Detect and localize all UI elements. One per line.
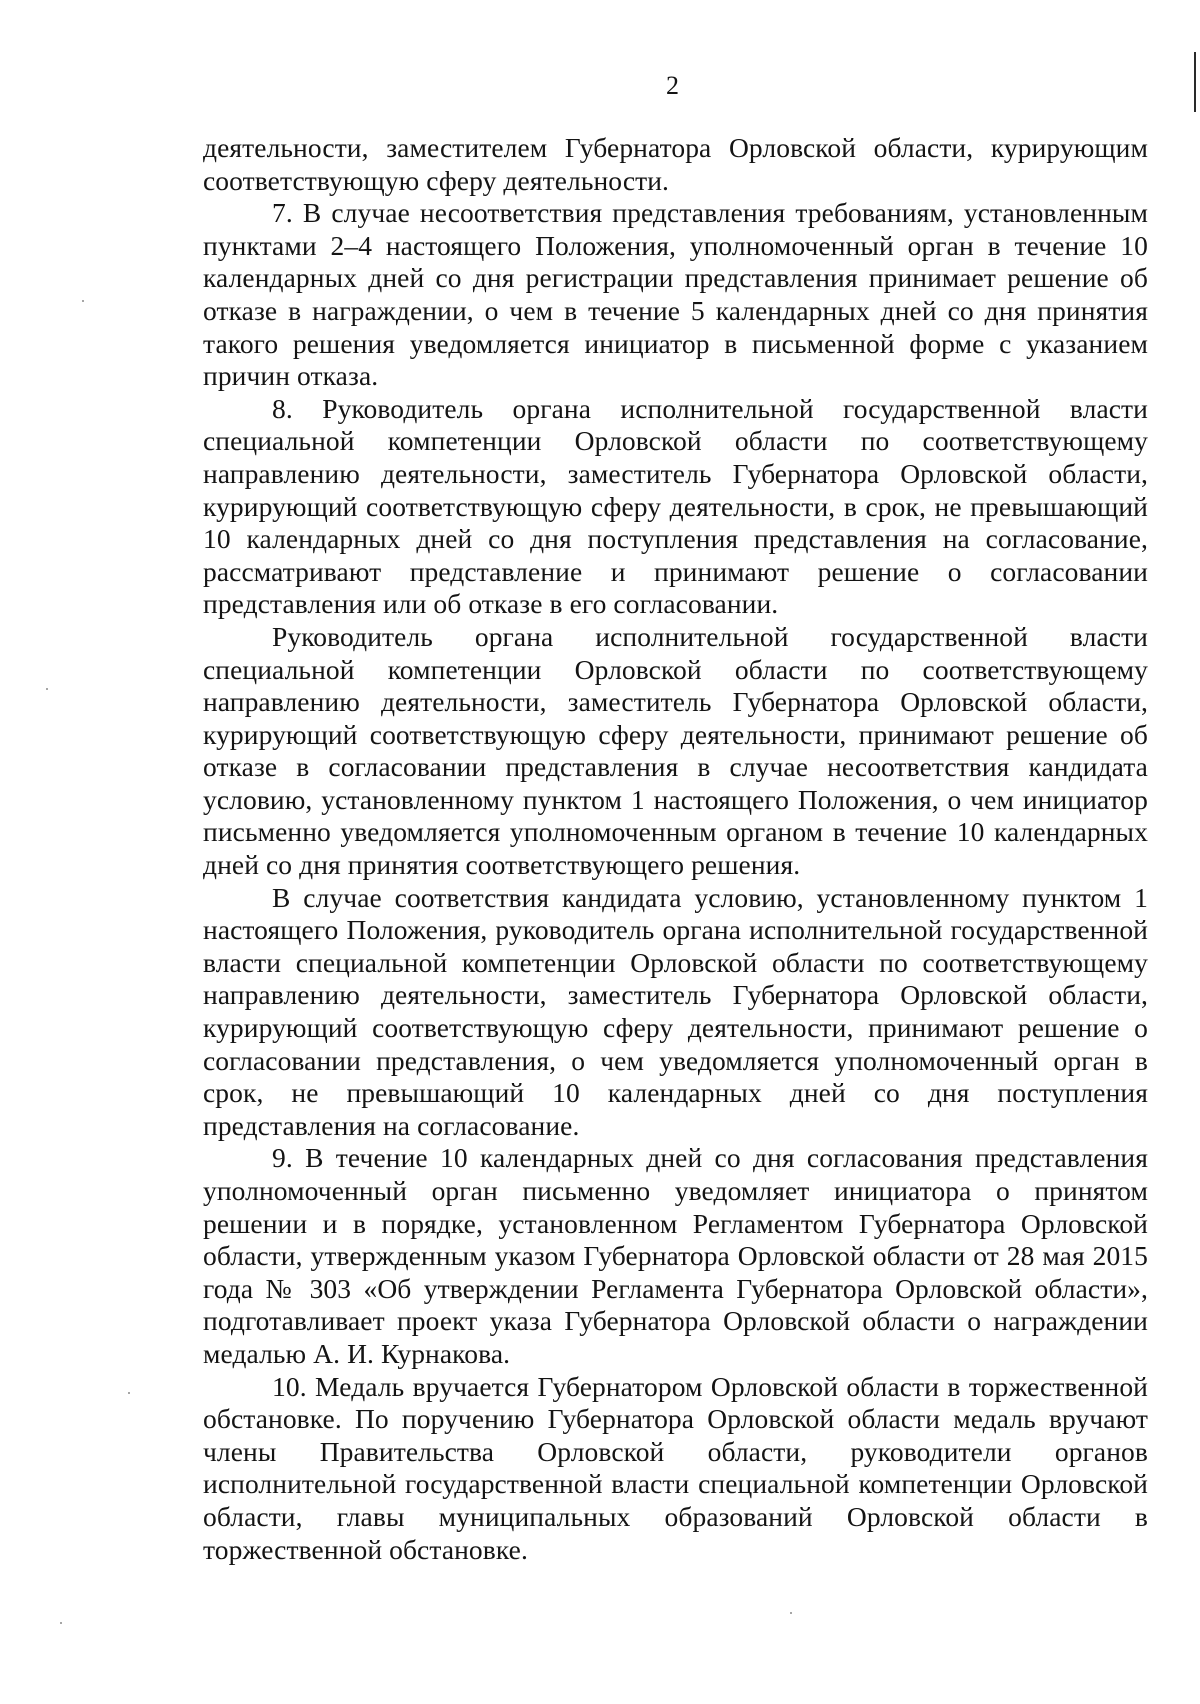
scan-speck (82, 300, 84, 302)
scan-speck (60, 1622, 62, 1624)
paragraph-item-10: 10. Медаль вручается Губернатором Орловской области в торжественной обстановке. По поручению Губернатора Орловской области медаль вручают члены Правительства Орловской области, руководители органов исполнительной государственной власти специальной компетенции Орловской области, главы муниципальных образований Орловской области в торжественной обстановке. (203, 1370, 1148, 1565)
scan-speck (790, 1612, 792, 1614)
paragraph-item-9: 9. В течение 10 календарных дней со дня согласования представления уполномоченный орган письменно уведомляет инициатора о принятом решении и в порядке, установленном Регламентом Губернатора Орловской области, утвержденным указом Губернатора Орловской области от 28 мая 2015 года № 303 «Об утверждении Регламента Губернатора Орловской области», подготавливает проект указа Губернатора Орловской области о награждении медалью А. И. Курнакова. (203, 1142, 1148, 1369)
paragraph-item-8: 8. Руководитель органа исполнительной государственной власти специальной компетенции Орловской области по соответствующему направлению деятельности, заместитель Губернатора Орловской области, курирующий соответствующую сферу деятельности, в срок, не превышающий 10 календарных дней со дня поступления представления на согласование, рассматривают представление и принимают решение о согласовании представления или об отказе в его согласовании. (203, 392, 1148, 620)
scan-speck (128, 1392, 130, 1394)
document-body (203, 132, 1148, 1566)
scan-speck (46, 688, 48, 690)
page-number: 2 (666, 71, 679, 100)
paragraph-item-7: 7. В случае несоответствия представления требованиям, установленным пунктами 2–4 настоящего Положения, уполномоченный орган в течение 10 календарных дней со дня регистрации представления принимает решение об отказе в награждении, о чем в течение 5 календарных дней со дня принятия такого решения уведомляется инициатор в письменной форме с указанием причин отказа. (203, 197, 1148, 392)
paragraph-item-8-approval: В случае соответствия кандидата условию, установленному пунктом 1 настоящего Положения, руководитель органа исполнительной государственной власти специальной компетенции Орловской области по соответствующему направлению деятельности, заместитель Губернатора Орловской области, курирующий соответствующую сферу деятельности, принимают решение о согласовании представления, о чем уведомляется уполномоченный орган в срок, не превышающий 10 календарных дней со дня поступления представления на согласование. (203, 881, 1148, 1141)
paragraph-continuation: деятельности, заместителем Губернатора Орловской области, курирующим соответствующую сферу деятельности. (203, 132, 1148, 196)
paragraph-item-8-refusal: Руководитель органа исполнительной государственной власти специальной компетенции Орловской области по соответствующему направлению деятельности, заместитель Губернатора Орловской области, курирующий соответствующую сферу деятельности, принимают решение об отказе в согласовании представления в случае несоответствия кандидата условию, установленному пунктом 1 настоящего Положения, о чем инициатор письменно уведомляется уполномоченным органом в течение 10 календарных дней со дня принятия соответствующего решения. (203, 620, 1148, 881)
